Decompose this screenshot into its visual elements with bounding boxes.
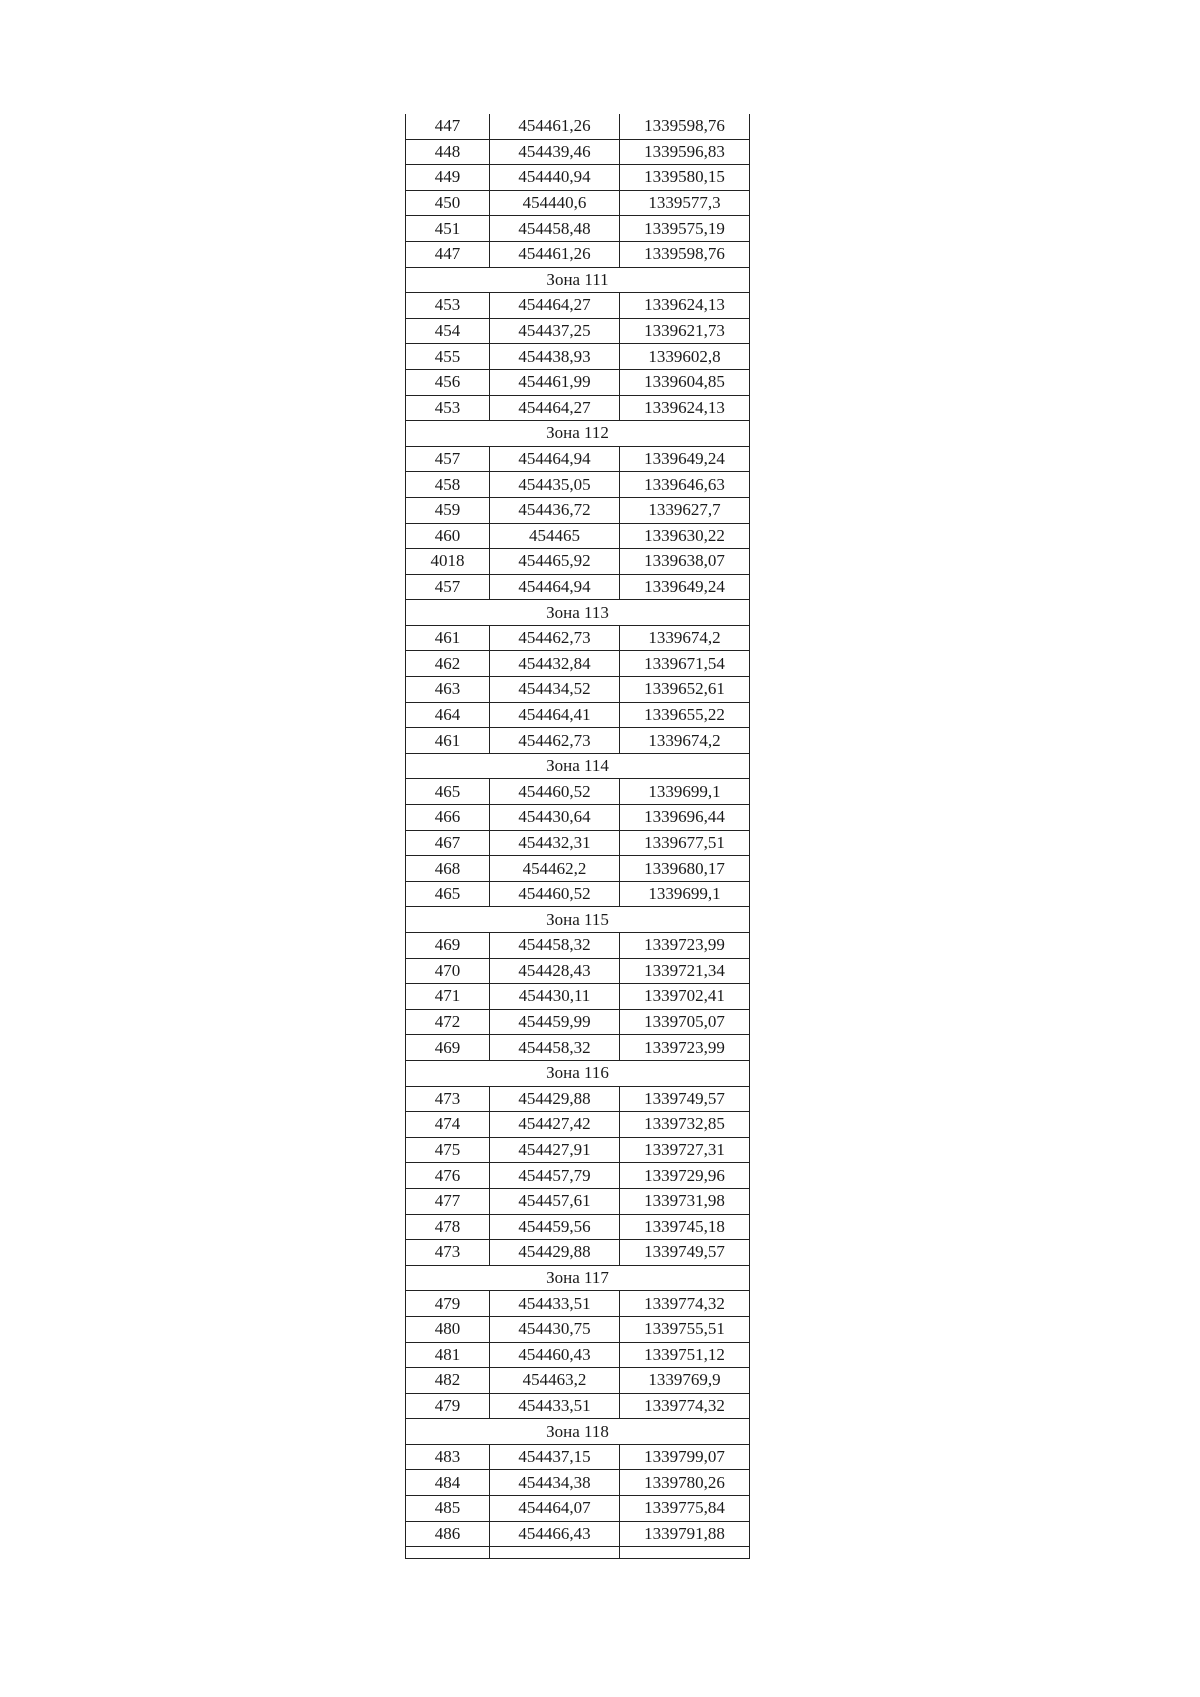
- y-coordinate-cell: 1339723,99: [620, 933, 750, 959]
- y-coordinate-cell: 1339602,8: [620, 344, 750, 370]
- y-coordinate-cell: 1339630,22: [620, 523, 750, 549]
- point-number-cell: 469: [406, 933, 490, 959]
- y-coordinate-cell: 1339749,57: [620, 1086, 750, 1112]
- table-row: [406, 651, 750, 677]
- y-coordinate-cell: 1339731,98: [620, 1188, 750, 1214]
- point-number-cell: 477: [406, 1188, 490, 1214]
- coordinates-table: [405, 114, 750, 1559]
- y-coordinate-cell: 1339598,76: [620, 114, 750, 139]
- x-coordinate-cell: 454440,94: [490, 165, 620, 191]
- table-row: [406, 1240, 750, 1266]
- table-row: [406, 472, 750, 498]
- zone-label: Зона 117: [406, 1265, 750, 1291]
- point-number-cell: 479: [406, 1291, 490, 1317]
- table-row: [406, 1316, 750, 1342]
- x-coordinate-cell: 454462,73: [490, 625, 620, 651]
- y-coordinate-cell: 1339699,1: [620, 881, 750, 907]
- point-number-cell: 458: [406, 472, 490, 498]
- table-row: [406, 1112, 750, 1138]
- point-number-cell: 461: [406, 625, 490, 651]
- x-coordinate-cell: 454462,73: [490, 728, 620, 754]
- table-row: [406, 216, 750, 242]
- x-coordinate-cell: 454433,51: [490, 1291, 620, 1317]
- y-coordinate-cell: 1339791,88: [620, 1521, 750, 1547]
- x-coordinate-cell: 454459,56: [490, 1214, 620, 1240]
- table-row: [406, 1521, 750, 1547]
- x-coordinate-cell: 454465: [490, 523, 620, 549]
- point-number-cell: 486: [406, 1521, 490, 1547]
- point-number-cell: 459: [406, 497, 490, 523]
- x-coordinate-cell: 454458,32: [490, 1035, 620, 1061]
- point-number-cell: 447: [406, 114, 490, 139]
- x-coordinate-cell: 454460,52: [490, 779, 620, 805]
- x-coordinate-cell: 454462,2: [490, 856, 620, 882]
- y-coordinate-cell: 1339729,96: [620, 1163, 750, 1189]
- table-row: [406, 165, 750, 191]
- table-row: [406, 933, 750, 959]
- x-coordinate-cell: 454464,94: [490, 574, 620, 600]
- point-number-cell: 472: [406, 1009, 490, 1035]
- y-coordinate-cell: 1339721,34: [620, 958, 750, 984]
- point-number-cell: 483: [406, 1444, 490, 1470]
- table-row: [406, 702, 750, 728]
- zone-header-row: [406, 421, 750, 447]
- blank-row: [406, 1547, 750, 1559]
- point-number-cell: 465: [406, 881, 490, 907]
- point-number-cell: 480: [406, 1316, 490, 1342]
- point-number-cell: 476: [406, 1163, 490, 1189]
- x-coordinate-cell: 454429,88: [490, 1240, 620, 1266]
- table-row: [406, 395, 750, 421]
- x-coordinate-cell: 454463,2: [490, 1368, 620, 1394]
- y-coordinate-cell: 1339755,51: [620, 1316, 750, 1342]
- point-number-cell: 478: [406, 1214, 490, 1240]
- x-coordinate-cell: 454458,48: [490, 216, 620, 242]
- x-coordinate-cell: 454464,27: [490, 293, 620, 319]
- y-coordinate-cell: 1339680,17: [620, 856, 750, 882]
- y-coordinate-cell: 1339624,13: [620, 395, 750, 421]
- table-row: [406, 1496, 750, 1522]
- x-coordinate-cell: 454430,75: [490, 1316, 620, 1342]
- x-coordinate-cell: 454437,15: [490, 1444, 620, 1470]
- y-coordinate-cell: 1339575,19: [620, 216, 750, 242]
- table-row: [406, 523, 750, 549]
- y-coordinate-cell: 1339774,32: [620, 1393, 750, 1419]
- point-number-cell: 464: [406, 702, 490, 728]
- x-coordinate-cell: 454458,32: [490, 933, 620, 959]
- x-coordinate-cell: 454460,43: [490, 1342, 620, 1368]
- table-row: [406, 1291, 750, 1317]
- y-coordinate-cell: 1339677,51: [620, 830, 750, 856]
- y-coordinate-cell: 1339655,22: [620, 702, 750, 728]
- table-row: [406, 344, 750, 370]
- point-number-cell: 463: [406, 677, 490, 703]
- point-number-cell: 455: [406, 344, 490, 370]
- table-row: [406, 1444, 750, 1470]
- table-row: [406, 1009, 750, 1035]
- y-coordinate-cell: 1339674,2: [620, 728, 750, 754]
- x-coordinate-cell: 454434,38: [490, 1470, 620, 1496]
- x-coordinate-cell: 454432,84: [490, 651, 620, 677]
- table-row: [406, 446, 750, 472]
- y-coordinate-cell: 1339705,07: [620, 1009, 750, 1035]
- zone-label: Зона 115: [406, 907, 750, 933]
- point-number-cell: 462: [406, 651, 490, 677]
- x-coordinate-cell: 454434,52: [490, 677, 620, 703]
- y-coordinate-cell: 1339727,31: [620, 1137, 750, 1163]
- table-row: [406, 1393, 750, 1419]
- table-row: [406, 1188, 750, 1214]
- y-coordinate-cell: 1339769,9: [620, 1368, 750, 1394]
- y-coordinate-cell: 1339696,44: [620, 805, 750, 831]
- y-coordinate-cell: 1339749,57: [620, 1240, 750, 1266]
- x-coordinate-cell: 454438,93: [490, 344, 620, 370]
- point-number-cell: 460: [406, 523, 490, 549]
- table-row: [406, 318, 750, 344]
- table-row: [406, 293, 750, 319]
- point-number-cell: 467: [406, 830, 490, 856]
- table-row: [406, 114, 750, 139]
- y-coordinate-cell: 1339638,07: [620, 549, 750, 575]
- point-number-cell: 484: [406, 1470, 490, 1496]
- y-coordinate-cell: 1339775,84: [620, 1496, 750, 1522]
- x-coordinate-cell: 454430,64: [490, 805, 620, 831]
- x-coordinate-cell: 454457,79: [490, 1163, 620, 1189]
- x-coordinate-cell: 454465,92: [490, 549, 620, 575]
- x-coordinate-cell: 454457,61: [490, 1188, 620, 1214]
- zone-header-row: [406, 753, 750, 779]
- x-coordinate-cell: 454437,25: [490, 318, 620, 344]
- y-coordinate-cell: 1339699,1: [620, 779, 750, 805]
- x-coordinate-cell: 454464,07: [490, 1496, 620, 1522]
- y-coordinate-cell: 1339751,12: [620, 1342, 750, 1368]
- table-row: [406, 1137, 750, 1163]
- zone-header-row: [406, 267, 750, 293]
- table-row: [406, 958, 750, 984]
- x-coordinate-cell: 454427,42: [490, 1112, 620, 1138]
- point-number-cell: 454: [406, 318, 490, 344]
- table-row: [406, 856, 750, 882]
- point-number-cell: 447: [406, 241, 490, 267]
- point-number-cell: 465: [406, 779, 490, 805]
- point-number-cell: 471: [406, 984, 490, 1010]
- x-coordinate-cell: 454459,99: [490, 1009, 620, 1035]
- point-number-cell: 453: [406, 395, 490, 421]
- zone-label: Зона 112: [406, 421, 750, 447]
- table-row: [406, 677, 750, 703]
- x-coordinate-cell: 454464,27: [490, 395, 620, 421]
- x-coordinate-cell: 454460,52: [490, 881, 620, 907]
- y-coordinate-cell: 1339780,26: [620, 1470, 750, 1496]
- y-coordinate-cell: 1339580,15: [620, 165, 750, 191]
- x-coordinate-cell: 454429,88: [490, 1086, 620, 1112]
- zone-label: Зона 113: [406, 600, 750, 626]
- y-coordinate-cell: 1339649,24: [620, 574, 750, 600]
- y-coordinate-cell: 1339577,3: [620, 190, 750, 216]
- point-number-cell: 469: [406, 1035, 490, 1061]
- y-coordinate-cell: 1339732,85: [620, 1112, 750, 1138]
- point-number-cell: 456: [406, 369, 490, 395]
- y-coordinate-cell: 1339627,7: [620, 497, 750, 523]
- point-number-cell: 470: [406, 958, 490, 984]
- empty-cell: [620, 1547, 750, 1559]
- point-number-cell: 475: [406, 1137, 490, 1163]
- table-row: [406, 497, 750, 523]
- point-number-cell: 449: [406, 165, 490, 191]
- table-row: [406, 1163, 750, 1189]
- point-number-cell: 457: [406, 574, 490, 600]
- x-coordinate-cell: 454428,43: [490, 958, 620, 984]
- zone-header-row: [406, 1265, 750, 1291]
- y-coordinate-cell: 1339621,73: [620, 318, 750, 344]
- table-row: [406, 190, 750, 216]
- y-coordinate-cell: 1339723,99: [620, 1035, 750, 1061]
- x-coordinate-cell: 454432,31: [490, 830, 620, 856]
- y-coordinate-cell: 1339745,18: [620, 1214, 750, 1240]
- point-number-cell: 457: [406, 446, 490, 472]
- zone-header-row: [406, 600, 750, 626]
- y-coordinate-cell: 1339596,83: [620, 139, 750, 165]
- point-number-cell: 485: [406, 1496, 490, 1522]
- y-coordinate-cell: 1339674,2: [620, 625, 750, 651]
- table-row: [406, 574, 750, 600]
- x-coordinate-cell: 454440,6: [490, 190, 620, 216]
- point-number-cell: 451: [406, 216, 490, 242]
- table-row: [406, 369, 750, 395]
- point-number-cell: 473: [406, 1240, 490, 1266]
- point-number-cell: 461: [406, 728, 490, 754]
- point-number-cell: 481: [406, 1342, 490, 1368]
- x-coordinate-cell: 454430,11: [490, 984, 620, 1010]
- table-row: [406, 1342, 750, 1368]
- empty-cell: [490, 1547, 620, 1559]
- x-coordinate-cell: 454464,94: [490, 446, 620, 472]
- y-coordinate-cell: 1339799,07: [620, 1444, 750, 1470]
- x-coordinate-cell: 454461,26: [490, 241, 620, 267]
- y-coordinate-cell: 1339624,13: [620, 293, 750, 319]
- table-row: [406, 805, 750, 831]
- table-row: [406, 830, 750, 856]
- x-coordinate-cell: 454436,72: [490, 497, 620, 523]
- x-coordinate-cell: 454464,41: [490, 702, 620, 728]
- x-coordinate-cell: 454466,43: [490, 1521, 620, 1547]
- table-row: [406, 779, 750, 805]
- table-row: [406, 1368, 750, 1394]
- y-coordinate-cell: 1339604,85: [620, 369, 750, 395]
- y-coordinate-cell: 1339652,61: [620, 677, 750, 703]
- y-coordinate-cell: 1339774,32: [620, 1291, 750, 1317]
- table-row: [406, 984, 750, 1010]
- point-number-cell: 479: [406, 1393, 490, 1419]
- point-number-cell: 482: [406, 1368, 490, 1394]
- zone-label: Зона 114: [406, 753, 750, 779]
- point-number-cell: 473: [406, 1086, 490, 1112]
- point-number-cell: 466: [406, 805, 490, 831]
- x-coordinate-cell: 454427,91: [490, 1137, 620, 1163]
- table-row: [406, 728, 750, 754]
- zone-label: Зона 116: [406, 1060, 750, 1086]
- x-coordinate-cell: 454461,99: [490, 369, 620, 395]
- x-coordinate-cell: 454433,51: [490, 1393, 620, 1419]
- coordinates-table-body: [406, 114, 750, 1559]
- table-row: [406, 1214, 750, 1240]
- y-coordinate-cell: 1339702,41: [620, 984, 750, 1010]
- table-row: [406, 625, 750, 651]
- y-coordinate-cell: 1339646,63: [620, 472, 750, 498]
- zone-header-row: [406, 1419, 750, 1445]
- table-row: [406, 139, 750, 165]
- y-coordinate-cell: 1339671,54: [620, 651, 750, 677]
- table-row: [406, 549, 750, 575]
- point-number-cell: 450: [406, 190, 490, 216]
- point-number-cell: 468: [406, 856, 490, 882]
- empty-cell: [406, 1547, 490, 1559]
- point-number-cell: 4018: [406, 549, 490, 575]
- point-number-cell: 453: [406, 293, 490, 319]
- table-row: [406, 1035, 750, 1061]
- x-coordinate-cell: 454461,26: [490, 114, 620, 139]
- y-coordinate-cell: 1339649,24: [620, 446, 750, 472]
- point-number-cell: 474: [406, 1112, 490, 1138]
- point-number-cell: 448: [406, 139, 490, 165]
- zone-label: Зона 111: [406, 267, 750, 293]
- zone-header-row: [406, 907, 750, 933]
- zone-header-row: [406, 1060, 750, 1086]
- table-row: [406, 241, 750, 267]
- zone-label: Зона 118: [406, 1419, 750, 1445]
- y-coordinate-cell: 1339598,76: [620, 241, 750, 267]
- table-row: [406, 1086, 750, 1112]
- x-coordinate-cell: 454435,05: [490, 472, 620, 498]
- table-row: [406, 1470, 750, 1496]
- x-coordinate-cell: 454439,46: [490, 139, 620, 165]
- table-row: [406, 881, 750, 907]
